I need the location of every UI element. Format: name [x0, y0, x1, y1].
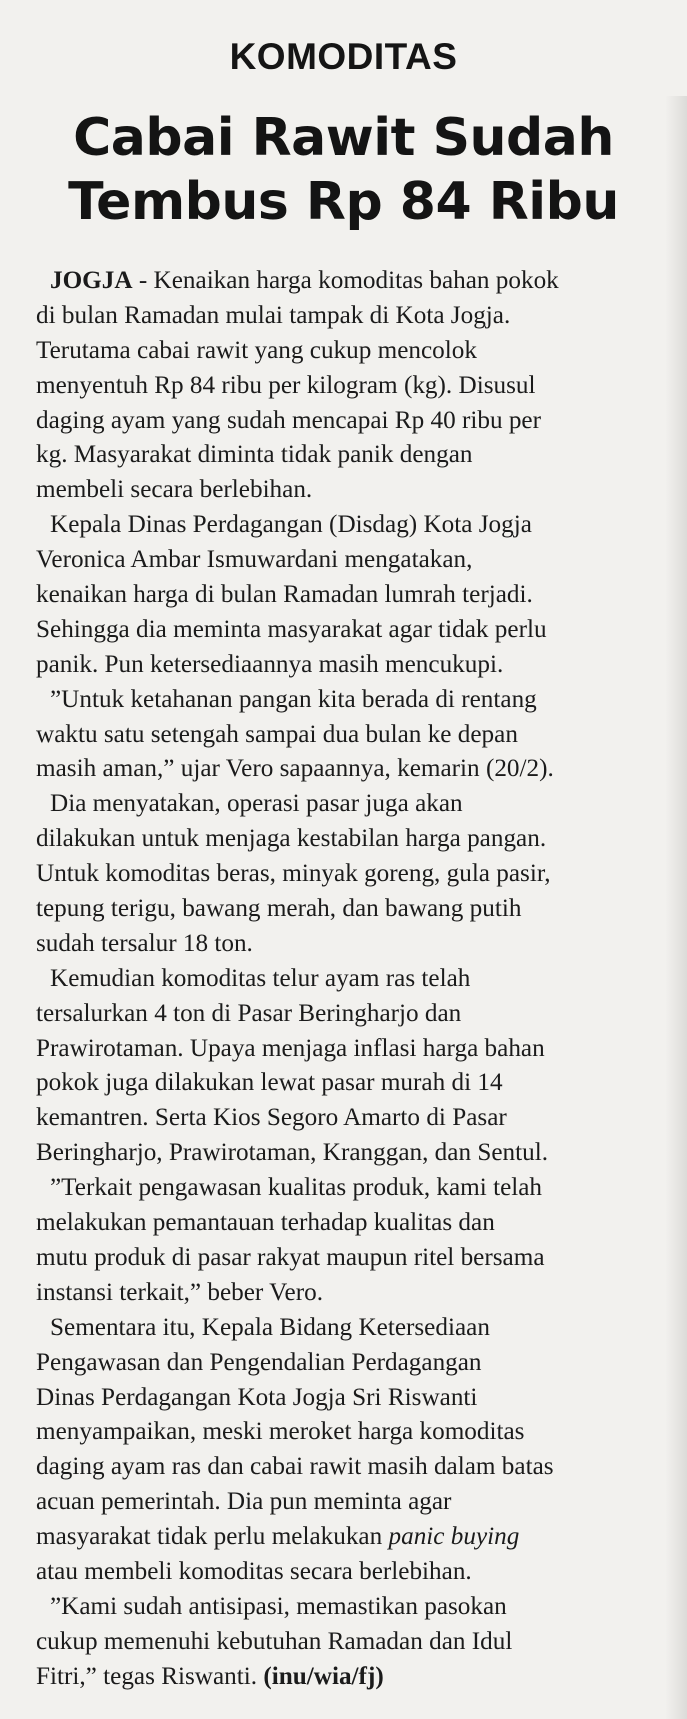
headline-line: Cabai Rawit Sudah [73, 108, 614, 168]
body-line: Prawirotaman. Upaya menjaga inflasi harga bahan [36, 1034, 545, 1062]
body-line: membeli secara berlebihan. [36, 476, 313, 504]
article-headline [0, 106, 687, 234]
body-line: di bulan Ramadan mulai tampak di Kota Jogja. [36, 301, 511, 329]
body-line: mutu produk di pasar rakyat maupun ritel bersama [36, 1243, 545, 1271]
body-text: masyarakat tidak perlu melakukan [36, 1523, 389, 1551]
body-line: pokok juga dilakukan lewat pasar murah di 14 [36, 1069, 503, 1097]
adjacent-column-bleed [665, 96, 687, 1719]
body-line: waktu satu setengah sampai dua bulan ke depan [36, 720, 518, 748]
author-credit: (inu/wia/fj) [263, 1662, 384, 1690]
body-line: ”Untuk ketahanan pangan kita berada di rentang [50, 685, 537, 713]
body-line: Dia menyatakan, operasi pasar juga akan [50, 790, 463, 818]
section-rubric: KOMODITAS [229, 36, 458, 77]
article-body [36, 264, 666, 1695]
body-line: menyampaikan, meski meroket harga komoditas [36, 1418, 525, 1446]
body-line: panik. Pun ketersediaannya masih mencukupi. [36, 650, 504, 678]
headline-line: Tembus Rp 84 Ribu [68, 172, 619, 232]
body-line: dilakukan untuk menjaga kestabilan harga pangan. [36, 825, 547, 853]
body-line: Veronica Ambar Ismuwardani mengatakan, [36, 546, 473, 574]
body-line: Terutama cabai rawit yang cukup mencolok [36, 336, 477, 364]
body-line [36, 1660, 666, 1695]
body-line: ”Kami sudah antisipasi, memastikan pasokan [50, 1592, 507, 1620]
italic-term: panic buying [388, 1523, 520, 1551]
body-line: JOGJA - Kenaikan harga komoditas bahan pokok [50, 267, 559, 294]
body-line: masih aman,” ujar Vero sapaannya, kemarin (20/2). [36, 755, 554, 783]
body-line: instansi terkait,” beber Vero. [36, 1278, 323, 1306]
body-line: sudah tersalur 18 ton. [36, 929, 253, 957]
body-line: Untuk komoditas beras, minyak goreng, gula pasir, [36, 860, 551, 888]
body-line: atau membeli komoditas secara berlebihan. [36, 1557, 472, 1585]
body-line: Sehingga dia meminta masyarakat agar tidak perlu [36, 615, 547, 643]
body-line: tersalurkan 4 ton di Pasar Beringharjo dan [36, 999, 462, 1027]
body-line: Beringharjo, Prawirotaman, Kranggan, dan Sentul. [36, 1139, 549, 1167]
body-text: Fitri,” tegas Riswanti. [36, 1662, 264, 1690]
body-line: melakukan pemantauan terhadap kualitas dan [36, 1209, 495, 1237]
body-line [36, 1520, 666, 1555]
body-line: kenaikan harga di bulan Ramadan lumrah terjadi. [36, 581, 533, 609]
body-line: daging ayam yang sudah mencapai Rp 40 ribu per [36, 406, 542, 434]
body-line: Kemudian komoditas telur ayam ras telah [50, 964, 471, 992]
body-line: Kepala Dinas Perdagangan (Disdag) Kota Jogja [50, 511, 532, 539]
body-line: kemantren. Serta Kios Segoro Amarto di Pasar [36, 1104, 507, 1132]
body-line: Pengawasan dan Pengendalian Perdagangan [36, 1348, 482, 1376]
body-line: tepung terigu, bawang merah, dan bawang putih [36, 895, 522, 923]
body-line: menyentuh Rp 84 ribu per kilogram (kg). Disusul [36, 371, 536, 399]
body-line: acuan pemerintah. Dia pun meminta agar [36, 1488, 452, 1516]
body-line: daging ayam ras dan cabai rawit masih dalam batas [36, 1453, 554, 1481]
dateline: JOGJA [50, 267, 133, 294]
body-line: kg. Masyarakat diminta tidak panik dengan [36, 441, 473, 469]
body-line: cukup memenuhi kebutuhan Ramadan dan Idul [36, 1627, 513, 1655]
body-line: ”Terkait pengawasan kualitas produk, kami telah [50, 1174, 543, 1202]
body-line: Dinas Perdagangan Kota Jogja Sri Riswanti [36, 1383, 478, 1411]
body-text: Kenaikan harga komoditas bahan pokok [153, 267, 559, 294]
body-line: Sementara itu, Kepala Bidang Ketersediaan [50, 1313, 490, 1341]
